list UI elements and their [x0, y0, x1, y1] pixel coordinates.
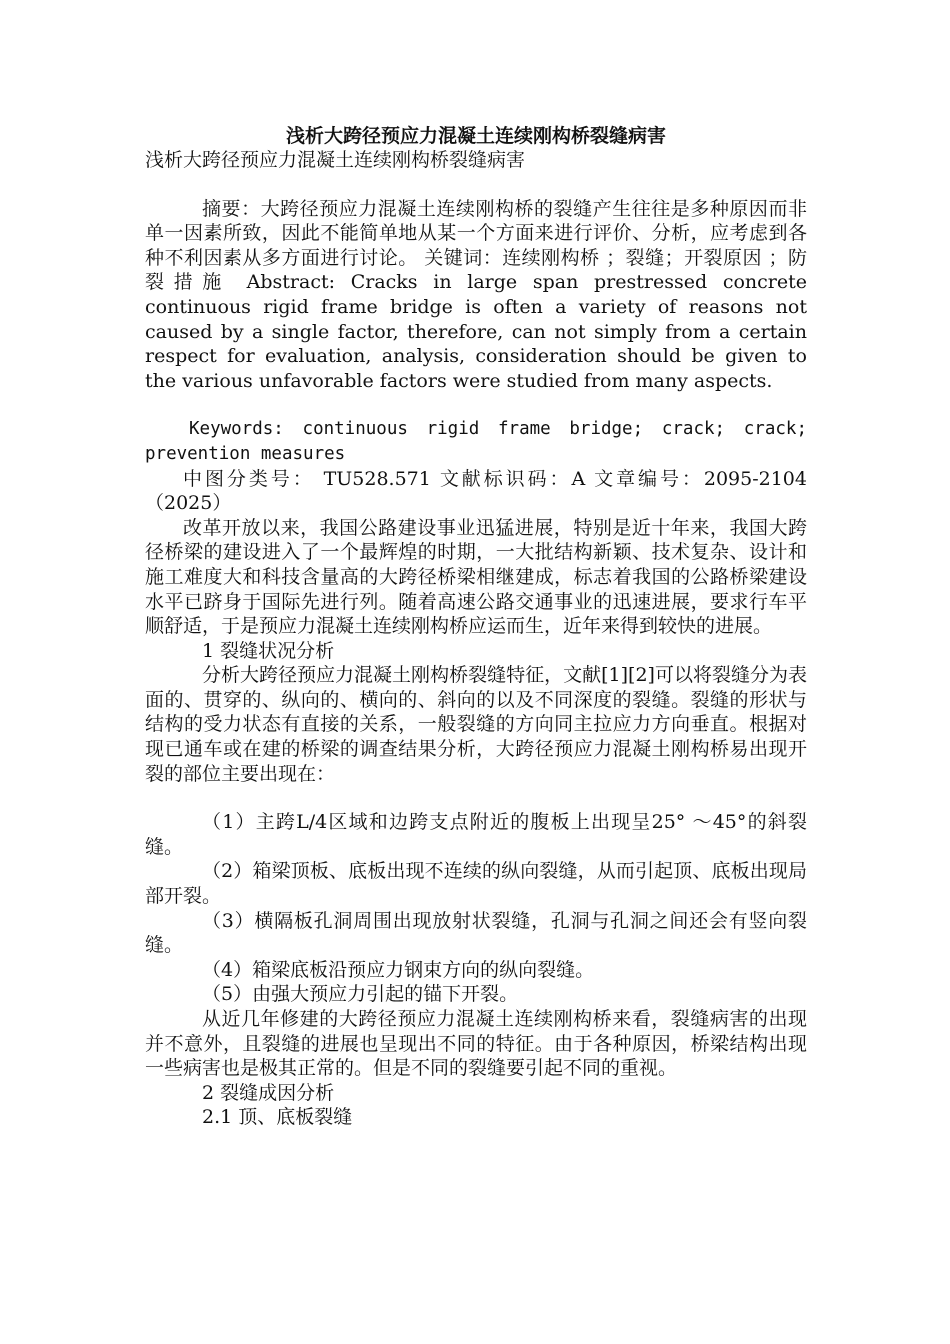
section1-conclusion: 从近几年修建的大跨径预应力混凝土连续刚构桥来看，裂缝病害的出现并不意外，且裂缝的进展也呈现出不同的特征。由于各种原因，桥梁结构出现一些病害也是极其正常的。但是不同的裂缝要引起不同的重视。 — [145, 1008, 807, 1080]
section1-paragraph: 分析大跨径预应力混凝土刚构桥裂缝特征，文献[1][2]可以将裂缝分为表面的、贯穿的、纵向的、横向的、斜向的以及不同深度的裂缝。裂缝的形状与结构的受力状态有直接的关系，一般裂缝的方向同主拉应力方向垂直。根据对现已通车或在建的桥梁的调查结果分析，大跨径预应力混凝土刚构桥易出现开裂的部位主要出现在： — [145, 664, 807, 785]
section-heading-2: 2 裂缝成因分析 — [202, 1081, 335, 1104]
abstract-paragraph — [145, 197, 807, 394]
intro-paragraph: 改革开放以来，我国公路建设事业迅猛进展，特别是近十年来，我国大跨径桥梁的建设进入了一个最辉煌的时期，一大批结构新颖、技术复杂、设计和施工难度大和科技含量高的大跨径桥梁相继建成，标志着我国的公路桥梁建设水平已跻身于国际先进行列。随着高速公路交通事业的迅速进展，要求行车平顺舒适，于是预应力混凝土连续刚构桥应运而生，近年来得到较快的进展。 — [145, 516, 807, 638]
document-title: 浅析大跨径预应力混凝土连续刚构桥裂缝病害 — [285, 125, 666, 147]
document-body — [145, 124, 807, 1130]
keywords-paragraph: Keywords: continuous rigid frame bridge; crack; crack; prevention measures — [145, 419, 807, 464]
list-item: （5）由强大预应力引起的锚下开裂。 — [202, 983, 519, 1006]
list-item: （4）箱梁底板沿预应力钢束方向的纵向裂缝。 — [202, 958, 595, 981]
document-subtitle: 浅析大跨径预应力混凝土连续刚构桥裂缝病害 — [145, 149, 526, 171]
abstract-text: 摘要：大跨径预应力混凝土连续刚构桥的裂缝产生往往是多种原因而非单一因素所致，因此不能简单地从某一个方面来进行评价、分析，应考虑到各种不利因素从多方面进行讨论。 关键词：连续刚构桥 ；裂缝；开裂原因 ；防裂措施 Abstract: Cracks in large span prestressed concrete continuous rigid frame bridge is often a variety of reasons not caused by a single factor, therefore, can not simply from a certain respect for evaluation, analysis, consideration should be given to the various unfavorable factors were studied from many aspects. — [145, 197, 807, 392]
section-heading-1: 1 裂缝状况分析 — [202, 639, 335, 662]
subsection-heading-2-1: 2.1 顶、底板裂缝 — [202, 1106, 353, 1129]
list-item: （1）主跨L/4区域和边跨支点附近的腹板上出现呈25° ～45°的斜裂缝。 — [145, 811, 807, 858]
classification-line: 中图分类号： TU528.571 文献标识码：A 文章编号：2095-2104（2025） — [145, 467, 807, 515]
list-item: （3）横隔板孔洞周围出现放射状裂缝，孔洞与孔洞之间还会有竖向裂缝。 — [145, 909, 807, 957]
list-item: （2）箱梁顶板、底板出现不连续的纵向裂缝，从而引起顶、底板出现局部开裂。 — [145, 860, 807, 908]
